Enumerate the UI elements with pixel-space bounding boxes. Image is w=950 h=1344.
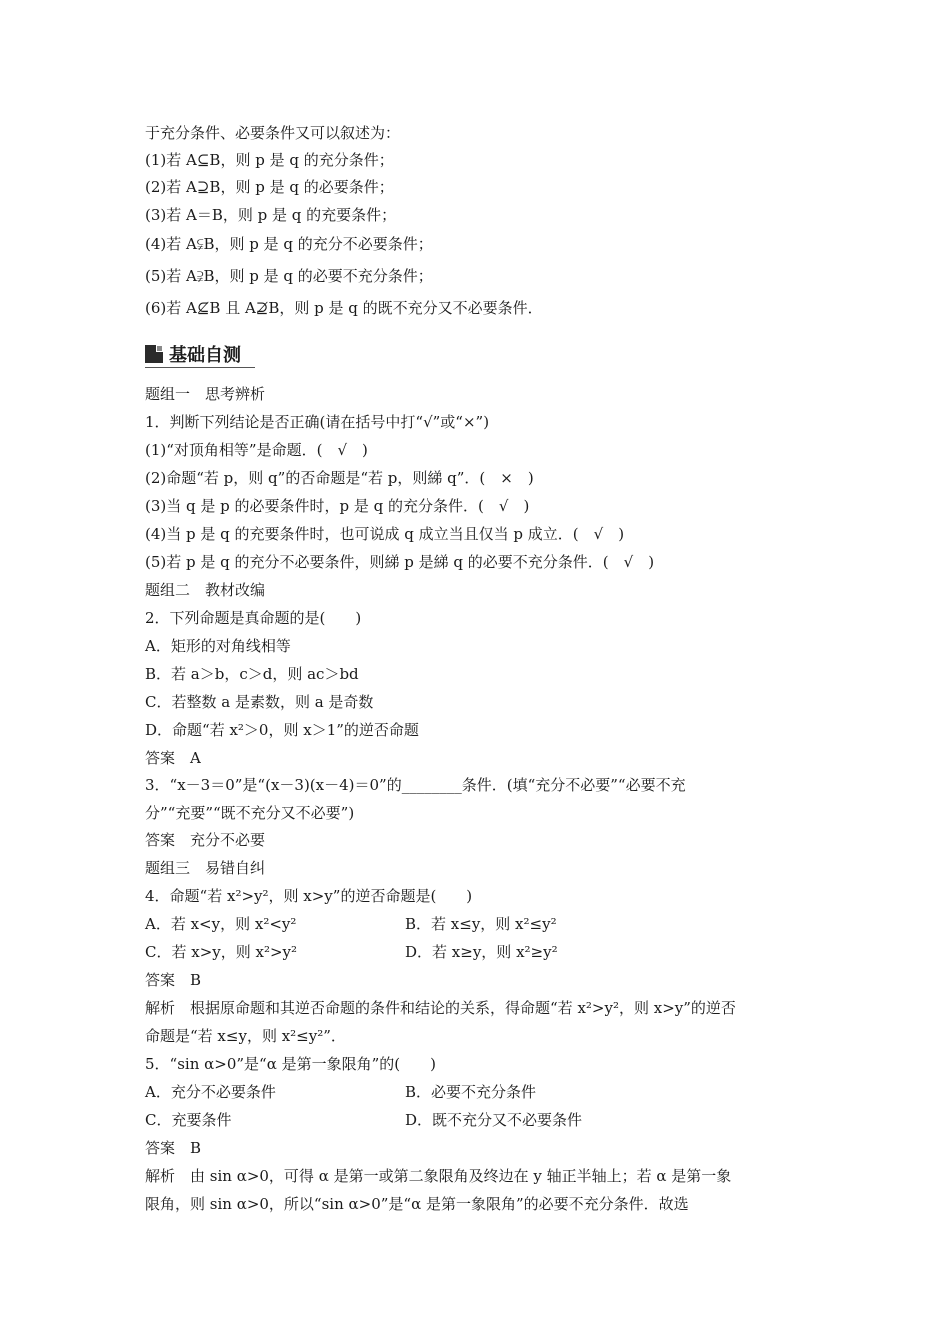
text-line: D．命题“若 x²＞0，则 x＞1”的逆否命题 — [145, 721, 419, 739]
text-line: C．若整数 a 是素数，则 a 是奇数 — [145, 693, 374, 711]
text-line: 5．“sin α>0”是“α 是第一象限角”的( ) — [145, 1055, 436, 1073]
text-line: (4)当 p 是 q 的充要条件时，也可说成 q 成立当且仅当 p 成立．( √ ) — [145, 525, 625, 543]
text-line: 分”“充要”“既不充分又不必要”) — [145, 804, 355, 822]
text-line: (3)当 q 是 p 的必要条件时，p 是 q 的充分条件．( √ ) — [145, 497, 530, 515]
section-divider — [145, 367, 255, 368]
q5-option-d: D．既不充分又不必要条件 — [405, 1111, 583, 1129]
text-line: 2．下列命题是真命题的是( ) — [145, 609, 362, 627]
text-line: (5)若 A⫌B，则 p 是 q 的必要不充分条件； — [145, 267, 433, 285]
text-line: (1)“对顶角相等”是命题．( √ ) — [145, 441, 368, 459]
q4-option-d: D．若 x≥y，则 x²≥y² — [405, 943, 558, 961]
q4-option-b: B．若 x≤y，则 x²≤y² — [405, 915, 557, 933]
text-line: 答案 A — [145, 749, 201, 767]
text-line: (2)命题“若 p，则 q”的否命题是“若 p，则綈 q”．( × ) — [145, 469, 534, 487]
text-line: 题组一 思考辨析 — [145, 385, 266, 403]
text-line: 题组三 易错自纠 — [145, 859, 266, 877]
text-line: 于充分条件、必要条件又可以叙述为： — [145, 124, 401, 142]
text-line: 限角，则 sin α>0，所以“sin α>0”是“α 是第一象限角”的必要不充分条件．故选 — [145, 1195, 689, 1213]
q4-option-a: A．若 x<y，则 x²<y² — [145, 915, 297, 933]
q5-option-a: A．充分不必要条件 — [145, 1083, 276, 1101]
text-line: 4．命题“若 x²>y²，则 x>y”的逆否命题是( ) — [145, 887, 473, 905]
text-line: (5)若 p 是 q 的充分不必要条件，则綈 p 是綈 q 的必要不充分条件．( √ ) — [145, 553, 655, 571]
text-line: 1．判断下列结论是否正确(请在括号中打“√”或“×”) — [145, 413, 490, 431]
section-marker-icon — [145, 345, 163, 363]
text-line: 解析 由 sin α>0，可得 α 是第一或第二象限角及终边在 y 轴正半轴上；若 α 是第一象 — [145, 1167, 732, 1185]
text-line: (4)若 A⫋B，则 p 是 q 的充分不必要条件； — [145, 235, 433, 253]
text-line: (6)若 A⊈B 且 A⊉B，则 p 是 q 的既不充分又不必要条件． — [145, 299, 543, 317]
text-line: 答案 B — [145, 1139, 202, 1157]
text-line: 题组二 教材改编 — [145, 581, 266, 599]
q5-option-b: B．必要不充分条件 — [405, 1083, 537, 1101]
text-line: 答案 充分不必要 — [145, 831, 266, 849]
text-line: 命题是“若 x≤y，则 x²≤y²”． — [145, 1027, 346, 1045]
text-line: 3．“x－3＝0”是“(x－3)(x－4)＝0”的________条件．(填“充分不必要”“必要不充 — [145, 776, 686, 794]
text-line: (1)若 A⊆B，则 p 是 q 的充分条件； — [145, 151, 394, 169]
q4-option-c: C．若 x>y，则 x²>y² — [145, 943, 298, 961]
text-line: B．若 a＞b，c＞d，则 ac＞bd — [145, 665, 359, 683]
text-line: 解析 根据原命题和其逆否命题的条件和结论的关系，得命题“若 x²>y²，则 x>y”的逆否 — [145, 999, 736, 1017]
text-line: (2)若 A⊇B，则 p 是 q 的必要条件； — [145, 178, 394, 196]
section-heading — [145, 341, 241, 367]
section-title: 基础自测 — [169, 345, 241, 366]
text-line: 答案 B — [145, 971, 202, 989]
text-line: A．矩形的对角线相等 — [145, 637, 291, 655]
q5-option-c: C．充要条件 — [145, 1111, 232, 1129]
text-line: (3)若 A＝B，则 p 是 q 的充要条件； — [145, 206, 397, 224]
